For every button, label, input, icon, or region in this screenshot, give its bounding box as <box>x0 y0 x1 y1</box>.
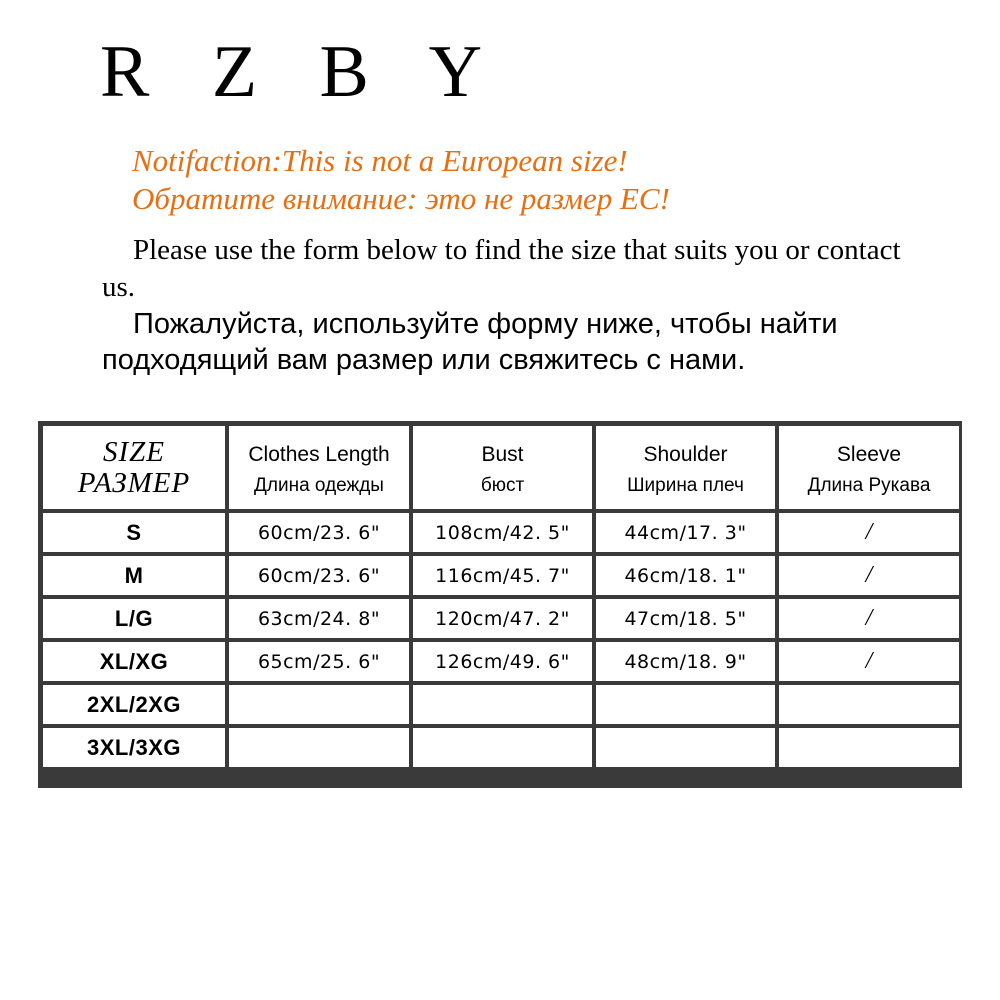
size-header-en: SIZE <box>103 435 165 468</box>
length-cell: 63cm/24. 8" <box>229 599 409 638</box>
length-cell: 65cm/25. 6" <box>229 642 409 681</box>
bust-cell: 120cm/47. 2" <box>413 599 592 638</box>
size-cell: M <box>43 556 225 595</box>
notice-ru: Обратите внимание: это не размер ЕС! <box>132 181 670 216</box>
table-header-row <box>43 426 959 509</box>
column-header-en: Shoulder <box>643 442 728 466</box>
column-header-bust <box>413 426 592 509</box>
size-table <box>39 422 963 771</box>
column-header-ru: Длина одежды <box>254 474 384 496</box>
size-header-cell <box>43 426 225 509</box>
column-header-shoulder <box>596 426 775 509</box>
table-row <box>43 556 959 595</box>
size-cell: L/G <box>43 599 225 638</box>
table-row <box>43 685 959 724</box>
column-header-en: Clothes Length <box>248 442 390 466</box>
length-cell <box>229 685 409 724</box>
column-header-sleeve <box>779 426 959 509</box>
size-cell: 2XL/2XG <box>43 685 225 724</box>
table-row <box>43 599 959 638</box>
sleeve-cell: / <box>779 513 959 552</box>
shoulder-cell <box>596 728 775 767</box>
sleeve-cell: / <box>779 599 959 638</box>
shoulder-cell: 48cm/18. 9" <box>596 642 775 681</box>
size-cell: S <box>43 513 225 552</box>
length-cell <box>229 728 409 767</box>
sleeve-cell <box>779 728 959 767</box>
brand-logo: R Z B Y <box>100 31 505 113</box>
table-row <box>43 513 959 552</box>
column-header-ru: Длина Рукава <box>807 474 931 496</box>
table-row <box>43 728 959 767</box>
column-header-ru: бюст <box>480 474 525 496</box>
bust-cell <box>413 685 592 724</box>
column-header-length <box>229 426 409 509</box>
column-header-ru: Ширина плеч <box>627 474 744 496</box>
intro-ru: Пожалуйста, используйте форму ниже, чтобы найти подходящий вам размер или свяжитесь с нами. <box>102 308 838 376</box>
size-notice <box>132 142 670 218</box>
bust-cell: 108cm/42. 5" <box>413 513 592 552</box>
size-header-ru: РАЗМЕР <box>77 466 191 499</box>
shoulder-cell <box>596 685 775 724</box>
notice-en: Notifaction:This is not a European size! <box>132 143 628 178</box>
size-cell: XL/XG <box>43 642 225 681</box>
sleeve-cell <box>779 685 959 724</box>
shoulder-cell: 46cm/18. 1" <box>596 556 775 595</box>
table-row <box>43 642 959 681</box>
length-cell: 60cm/23. 6" <box>229 556 409 595</box>
bust-cell: 126cm/49. 6" <box>413 642 592 681</box>
bust-cell <box>413 728 592 767</box>
column-header-en: Sleeve <box>836 442 902 466</box>
shoulder-cell: 47cm/18. 5" <box>596 599 775 638</box>
column-header-en: Bust <box>481 442 524 466</box>
sleeve-cell: / <box>779 642 959 681</box>
length-cell: 60cm/23. 6" <box>229 513 409 552</box>
intro-en: Please use the form below to find the size that suits you or contact us. <box>102 234 901 303</box>
sleeve-cell: / <box>779 556 959 595</box>
bust-cell: 116cm/45. 7" <box>413 556 592 595</box>
shoulder-cell: 44cm/17. 3" <box>596 513 775 552</box>
size-chart <box>38 421 962 788</box>
size-cell: 3XL/3XG <box>43 728 225 767</box>
